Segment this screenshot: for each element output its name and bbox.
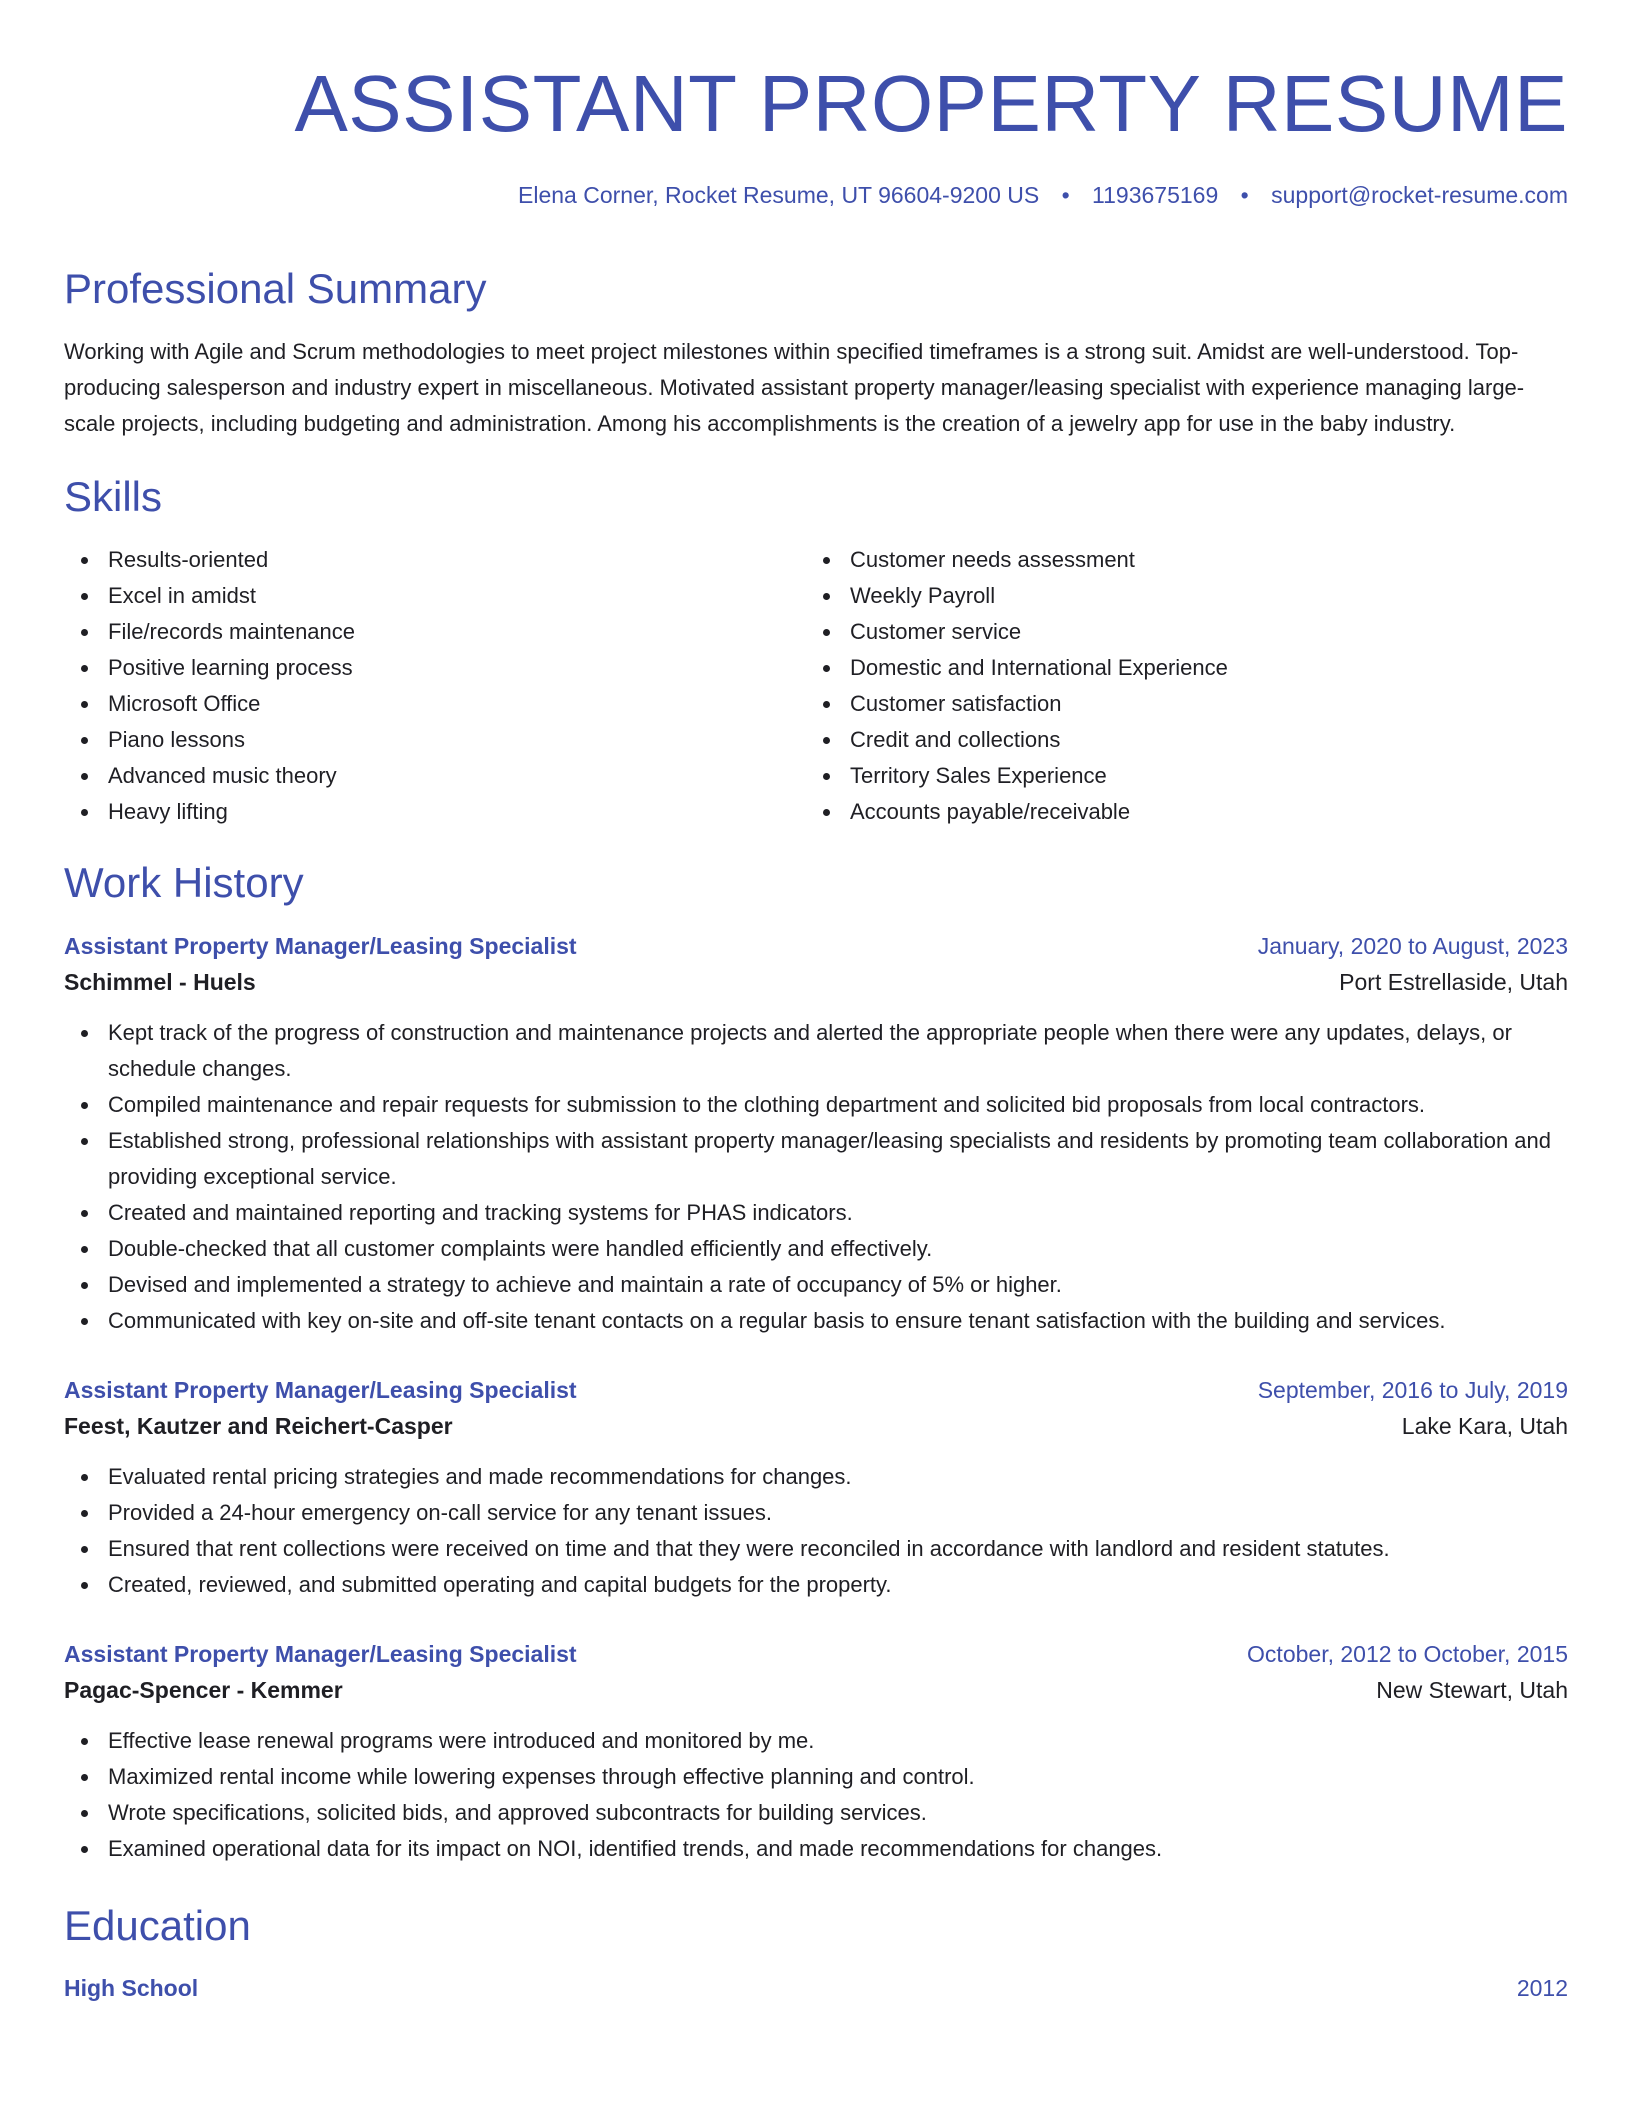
job-location: New Stewart, Utah: [1376, 1676, 1568, 1703]
resume-page: [64, 0, 1568, 2005]
job-title-row: [64, 929, 1568, 963]
job-bullet: Kept track of the progress of construction and maintenance projects and alerted the appropriate people when there were any updates, delays, or schedule changes.: [64, 1015, 1568, 1087]
skill-item: Positive learning process: [64, 650, 806, 686]
skills-heading: Skills: [64, 472, 163, 520]
job-title-row: [64, 1637, 1568, 1671]
skill-item: Accounts payable/receivable: [806, 794, 1548, 830]
skill-item: File/records maintenance: [64, 614, 806, 650]
summary-text: Working with Agile and Scrum methodologies to meet project milestones within specified timeframes is a strong suit. Amidst are well-understood. Top-producing salesperson and industry expert in miscellaneous. Motivated assistant property manager/leasing specialist with experience managing large-scale projects, including budgeting and administration. Among his accomplishments is the creation of a jewelry app for use in the baby industry.: [64, 338, 1525, 436]
job-bullet: Created and maintained reporting and tracking systems for PHAS indicators.: [64, 1195, 1568, 1231]
skill-item: Excel in amidst: [64, 578, 806, 614]
education-year: 2012: [1516, 1975, 1568, 2002]
job-title-row: [64, 1373, 1568, 1407]
job-entry: [64, 1373, 1568, 1603]
job-entry: [64, 929, 1568, 1339]
job-bullets: [64, 1459, 1568, 1603]
skill-item: Customer service: [806, 614, 1548, 650]
job-bullet: Created, reviewed, and submitted operating and capital budgets for the property.: [64, 1567, 1568, 1603]
work-history-heading: Work History: [64, 859, 304, 907]
skill-item: Results-oriented: [64, 542, 806, 578]
job-title: Assistant Property Manager/Leasing Specialist: [64, 1640, 577, 1667]
job-company: Schimmel - Huels: [64, 968, 256, 995]
skill-item: Domestic and International Experience: [806, 650, 1548, 686]
skills-column-right: [806, 542, 1548, 830]
education-heading: Education: [64, 1901, 251, 1949]
job-company: Feest, Kautzer and Reichert-Casper: [64, 1412, 453, 1439]
contact-email[interactable]: support@rocket-resume.com: [1271, 182, 1568, 208]
skills-column-left: [64, 542, 806, 830]
summary-heading: Professional Summary: [64, 264, 487, 312]
skill-item: Customer satisfaction: [806, 686, 1548, 722]
job-bullet: Double-checked that all customer complaints were handled efficiently and effectively.: [64, 1231, 1568, 1267]
skill-item: Customer needs assessment: [806, 542, 1548, 578]
contact-line: [64, 182, 1568, 210]
job-company-row: [64, 1671, 1568, 1709]
skill-item: Territory Sales Experience: [806, 758, 1548, 794]
job-dates: September, 2016 to July, 2019: [1257, 1376, 1568, 1403]
job-entry: [64, 1637, 1568, 1867]
contact-separator: •: [1061, 182, 1070, 208]
contact-separator: •: [1240, 182, 1249, 208]
skills-list: [64, 542, 1568, 830]
job-bullet: Provided a 24-hour emergency on-call service for any tenant issues.: [64, 1495, 1568, 1531]
job-bullet: Devised and implemented a strategy to achieve and maintain a rate of occupancy of 5% or higher.: [64, 1267, 1568, 1303]
job-bullet: Compiled maintenance and repair requests for submission to the clothing department and solicited bid proposals from local contractors.: [64, 1087, 1568, 1123]
job-location: Lake Kara, Utah: [1401, 1412, 1568, 1439]
job-dates: January, 2020 to August, 2023: [1257, 932, 1568, 959]
skill-item: Advanced music theory: [64, 758, 806, 794]
job-bullet: Evaluated rental pricing strategies and made recommendations for changes.: [64, 1459, 1568, 1495]
job-bullets: [64, 1723, 1568, 1867]
job-title: Assistant Property Manager/Leasing Specialist: [64, 932, 577, 959]
job-title: Assistant Property Manager/Leasing Specialist: [64, 1376, 577, 1403]
job-bullet: Wrote specifications, solicited bids, and approved subcontracts for building services.: [64, 1795, 1568, 1831]
job-bullet: Examined operational data for its impact on NOI, identified trends, and made recommendations for changes.: [64, 1831, 1568, 1867]
education-degree: High School: [64, 1975, 199, 2002]
education-entry: [64, 1971, 1568, 2005]
job-dates: October, 2012 to October, 2015: [1247, 1640, 1568, 1667]
job-bullets: [64, 1015, 1568, 1339]
job-bullet: Communicated with key on-site and off-site tenant contacts on a regular basis to ensure tenant satisfaction with the building and services.: [64, 1303, 1568, 1339]
job-bullet: Maximized rental income while lowering expenses through effective planning and control.: [64, 1759, 1568, 1795]
job-company: Pagac-Spencer - Kemmer: [64, 1676, 343, 1703]
job-bullet: Ensured that rent collections were received on time and that they were reconciled in accordance with landlord and resident statutes.: [64, 1531, 1568, 1567]
skill-item: Heavy lifting: [64, 794, 806, 830]
job-location: Port Estrellaside, Utah: [1339, 968, 1568, 995]
skill-item: Weekly Payroll: [806, 578, 1548, 614]
job-company-row: [64, 963, 1568, 1001]
job-company-row: [64, 1407, 1568, 1445]
contact-phone: 1193675169: [1092, 182, 1219, 208]
skill-item: Credit and collections: [806, 722, 1548, 758]
skill-item: Microsoft Office: [64, 686, 806, 722]
job-bullet: Established strong, professional relationships with assistant property manager/leasing specialists and residents by promoting team collaboration and providing exceptional service.: [64, 1123, 1568, 1195]
contact-address: Elena Corner, Rocket Resume, UT 96604-9200 US: [518, 182, 1040, 208]
job-bullet: Effective lease renewal programs were introduced and monitored by me.: [64, 1723, 1568, 1759]
skill-item: Piano lessons: [64, 722, 806, 758]
resume-title: ASSISTANT PROPERTY RESUME: [294, 59, 1568, 148]
